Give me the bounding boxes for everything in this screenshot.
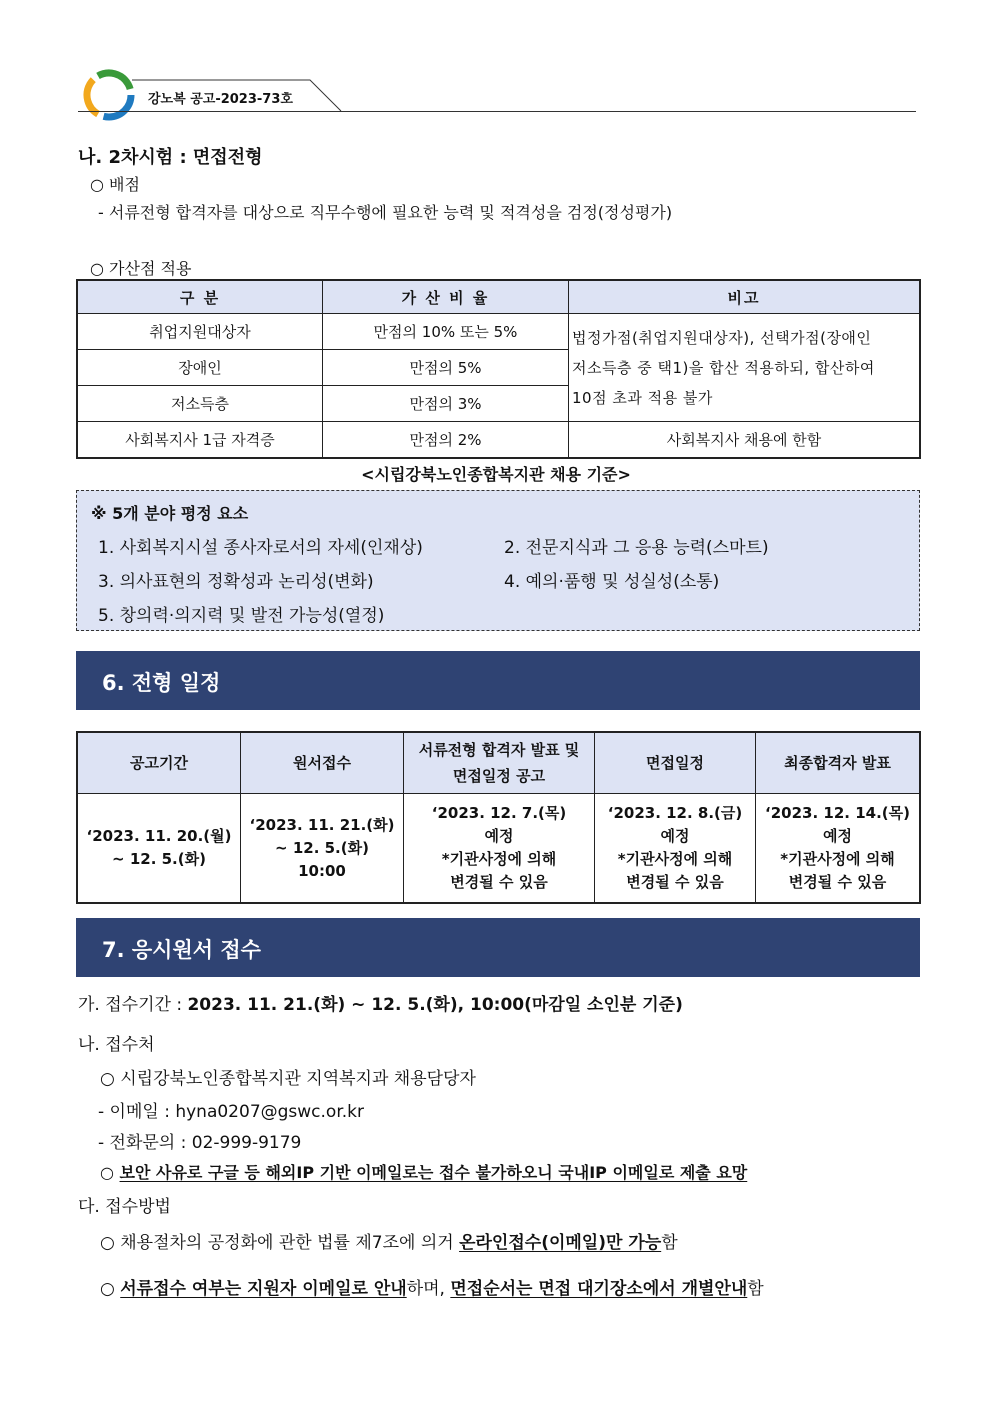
cell-line: *기관사정에 의해: [441, 850, 557, 868]
table-cell: 만점의 5%: [323, 350, 569, 386]
table-row: [77, 422, 920, 459]
method-online: [100, 1228, 678, 1253]
table-row: [77, 314, 920, 350]
application-period: [78, 990, 683, 1015]
table-cell: [241, 794, 404, 904]
table-header-row: [77, 732, 920, 794]
table-header: 가 산 비 율: [323, 280, 569, 314]
table-header-row: [77, 280, 920, 314]
note-line: 저소득층 중 택1)을 합산 적용하되, 합산하여: [572, 358, 875, 377]
criteria-item: 2. 전문지식과 그 응용 능력(스마트): [504, 538, 769, 558]
section-banner-application: [76, 918, 920, 977]
table-cell: 취업지원대상자: [77, 314, 323, 350]
table-cell: 사회복지사 채용에 한함: [569, 422, 921, 459]
criteria-item: 3. 의사표현의 정확성과 논리성(변화): [98, 572, 374, 592]
warning-bullet: ○: [100, 1163, 120, 1182]
cell-line: ‘2023. 12. 14.(목): [765, 804, 910, 822]
contact-phone: - 전화문의 : 02-999-9179: [98, 1133, 302, 1153]
section-title: 7. 응시원서 접수: [102, 938, 261, 962]
method-emphasis: 면접순서는 면접 대기장소에서 개별안내: [450, 1279, 748, 1299]
table-cell: 사회복지사 1급 자격증: [77, 422, 323, 459]
cell-line: 10:00: [298, 861, 346, 880]
cell-line: ‘2023. 12. 8.(금): [607, 804, 743, 822]
criteria-title: ※ 5개 분야 평정 요소: [91, 504, 249, 523]
table-header: 원서접수: [241, 732, 404, 794]
table-header: 면접일정: [595, 732, 756, 794]
table-header: 구 분: [77, 280, 323, 314]
cell-line: ‘2023. 12. 7.(목): [431, 804, 567, 822]
contact-email: - 이메일 : hyna0207@gswc.or.kr: [98, 1102, 364, 1122]
table-cell: [77, 794, 241, 904]
table-header: [404, 732, 595, 794]
section-title-interview: 나. 2차시험 : 면접전형: [78, 147, 263, 168]
table-cell: [404, 794, 595, 904]
place-label: 나. 접수처: [78, 1035, 155, 1055]
bonus-label: ○ 가산점 적용: [90, 259, 192, 278]
scoring-label: ○ 배점: [90, 175, 140, 194]
method-text: 하며,: [406, 1279, 451, 1299]
cell-line: ‘2023. 11. 21.(화): [249, 815, 395, 834]
header-line: 면접일정 공고: [452, 767, 546, 785]
method-label: 다. 접수방법: [78, 1197, 171, 1217]
notice-number: 강노복 공고-2023-73호: [148, 92, 293, 107]
table-cell: 만점의 2%: [323, 422, 569, 459]
bonus-note-cell: [569, 314, 921, 422]
criteria-item: 4. 예의·품행 및 성실성(소통): [504, 572, 720, 592]
table-cell: 만점의 10% 또는 5%: [323, 314, 569, 350]
table-cell: [756, 794, 921, 904]
security-warning: [100, 1160, 747, 1183]
section-banner-schedule: [76, 651, 920, 710]
place-value: ○ 시립강북노인종합복지관 지역복지과 채용담당자: [100, 1069, 476, 1089]
cell-line: 변경될 수 있음: [626, 873, 724, 891]
organization-logo: [82, 68, 136, 122]
cell-line: ‘2023. 11. 20.(월): [86, 827, 232, 845]
cell-line: *기관사정에 의해: [780, 850, 895, 868]
header-line: 서류전형 합격자 발표 및: [418, 741, 580, 759]
cell-line: ~ 12. 5.(화): [275, 838, 369, 857]
table-row: [77, 794, 920, 904]
cell-line: *기관사정에 의해: [617, 850, 733, 868]
cell-line: 변경될 수 있음: [450, 873, 548, 891]
table-header: 비고: [569, 280, 921, 314]
criteria-box: [76, 490, 920, 631]
method-text: ○ 채용절차의 공정화에 관한 법률 제7조에 의거: [100, 1233, 460, 1253]
table-cell: [595, 794, 756, 904]
header-rule: [78, 111, 916, 112]
schedule-table: [76, 731, 921, 904]
scoring-description: - 서류전형 합격자를 대상으로 직무수행에 필요한 능력 및 적격성을 검정(정성평가): [98, 203, 673, 222]
table-header: 공고기간: [77, 732, 241, 794]
cell-line: 예정: [484, 827, 514, 845]
method-emphasis: 온라인접수(이메일)만 가능: [459, 1233, 662, 1253]
table-caption: <시립강북노인종합복지관 채용 기준>: [361, 465, 631, 484]
criteria-item: 1. 사회복지시설 종사자로서의 자세(인재상): [98, 538, 423, 558]
table-header: 최종합격자 발표: [756, 732, 921, 794]
section-title: 6. 전형 일정: [102, 671, 221, 695]
table-cell: 저소득층: [77, 386, 323, 422]
table-cell: 만점의 3%: [323, 386, 569, 422]
cell-line: ~ 12. 5.(화): [112, 850, 206, 868]
warning-text: 보안 사유로 구글 등 해외IP 기반 이메일로는 접수 불가하오니 국내IP 이메일로 제출 요망: [119, 1163, 748, 1182]
table-cell: 장애인: [77, 350, 323, 386]
cell-line: 예정: [660, 827, 690, 845]
method-text: 함: [747, 1279, 764, 1299]
period-label: 가. 접수기간 :: [78, 995, 188, 1015]
note-line: 법정가점(취업지원대상자), 선택가점(장애인: [572, 328, 872, 347]
method-text: 함: [661, 1233, 678, 1253]
cell-line: 예정: [823, 827, 852, 845]
method-bullet: ○: [100, 1279, 121, 1299]
bonus-table: [76, 279, 921, 459]
cell-line: 변경될 수 있음: [788, 873, 887, 891]
criteria-item: 5. 창의력·의지력 및 발전 가능성(열정): [98, 606, 385, 626]
method-emphasis: 서류접수 여부는 지원자 이메일로 안내: [120, 1279, 407, 1299]
note-line: 10점 초과 적용 불가: [572, 388, 713, 407]
period-value: 2023. 11. 21.(화) ~ 12. 5.(화), 10:00(마감일 소인분 기준): [187, 995, 683, 1015]
method-notification: [100, 1274, 764, 1299]
